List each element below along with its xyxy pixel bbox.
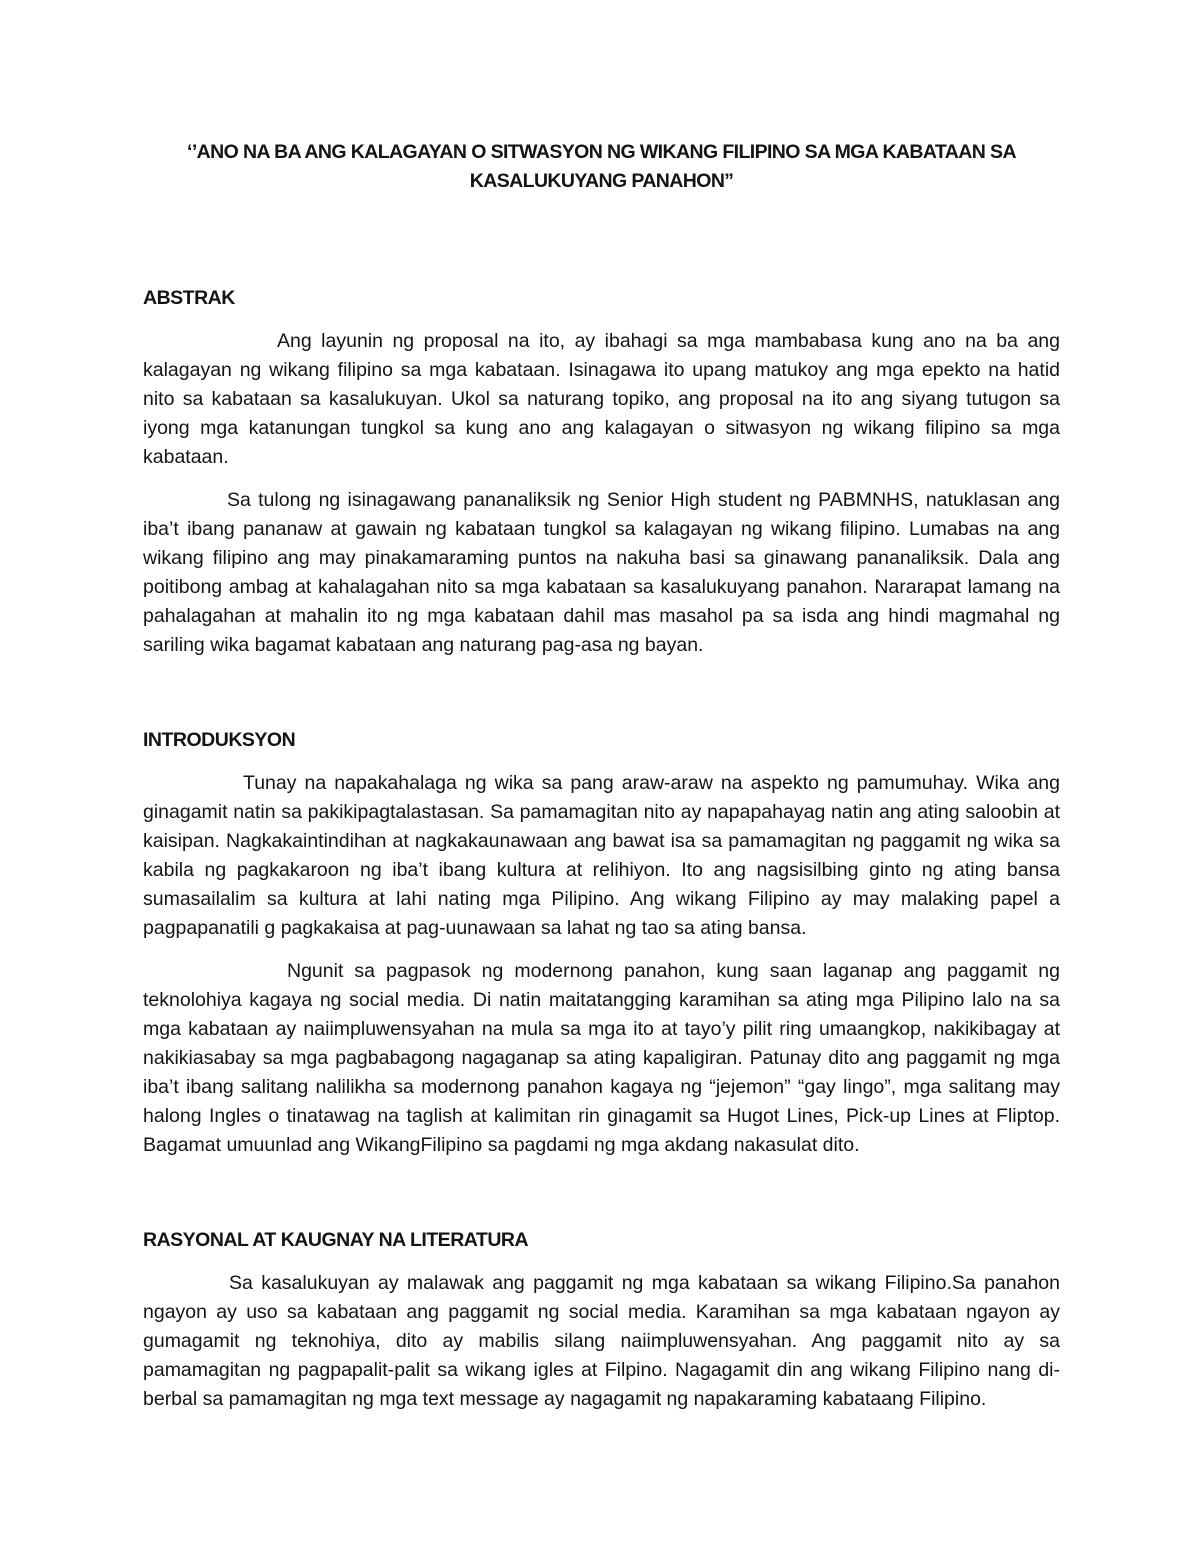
document-page bbox=[143, 138, 1060, 1414]
rasyonal-paragraph-1: Sa kasalukuyan ay malawak ang paggamit ng mga kabataan sa wikang Filipino.Sa panahon ngayon ay uso sa kabataan ang paggamit ng social media. Karamihan sa mga kabataan ngayon ay gumagamit ng teknohiya, dito ay mabilis silang naiimpluwensyahan. Ang paggamit nito ay sa pamamagitan ng pagpapalit-palit sa wikang igles at Filpino. Nagagamit din ang wikang Filipino nang di-berbal sa pamamagitan ng mga text message ay nagagamit ng napakaraming kabataang Filipino. bbox=[143, 1272, 1060, 1410]
abstrak-paragraph-2: Sa tulong ng isinagawang pananaliksik ng Senior High student ng PABMNHS, natuklasan ang iba’t ibang pananaw at gawain ng kabataan tungkol sa kalagayan ng wikang filipino. Lumabas na ang wikang filipino ang may pinakamaraming puntos na nakuha basi sa ginawang pananaliksik. Dala ang poitibong ambag at kahalagahan nito sa mga kabataan sa kasalukuyang panahon. Nararapat lamang na pahalagahan at mahalin ito ng mga kabataan dahil mas masahol pa sa isda ang hindi magmahal ng sariling wika bagamat kabataan ang naturang pag-asa ng bayan. bbox=[143, 489, 1060, 656]
abstrak-paragraph-1: Ang layunin ng proposal na ito, ay ibahagi sa mga mambabasa kung ano na ba ang kalagayan ng wikang filipino sa mga kabataan. Isinagawa ito upang matukoy ang mga epekto na hatid nito sa kabataan sa kasalukuyan. Ukol sa naturang topiko, ang proposal na ito ang siyang tutugon sa iyong mga katanungan tungkol sa kung ano ang kalagayan o sitwasyon ng wikang filipino sa mga kabataan. bbox=[143, 330, 1060, 468]
section-heading-introduksyon: INTRODUKSYON bbox=[143, 729, 296, 751]
introduksyon-paragraph-2: Ngunit sa pagpasok ng modernong panahon, kung saan laganap ang paggamit ng teknolohiya kagaya ng social media. Di natin maitatangging karamihan sa ating mga Pilipino lalo na sa mga kabataan ay naiimpluwensyahan na mula sa mga ito at tayo’y pilit ring umaangkop, nakikibagay at nakikiasabay sa mga pagbabagong nagaganap sa ating kapaligiran. Patunay dito ang paggamit ng mga iba’t ibang salitang nalilikha sa modernong panahon kagaya ng “jejemon” “gay lingo”, mga salitang may halong Ingles o tinatawag na taglish at kalimitan rin ginagamit sa Hugot Lines, Pick-up Lines at Fliptop. Bagamat umuunlad ang WikangFilipino sa pagdami ng mga akdang nakasulat dito. bbox=[143, 960, 1060, 1156]
section-heading-abstrak: ABSTRAK bbox=[143, 287, 235, 309]
introduksyon-paragraph-1: Tunay na napakahalaga ng wika sa pang araw-araw na aspekto ng pamumuhay. Wika ang ginagamit natin sa pakikipagtalastasan. Sa pamamagitan nito ay napapahayag natin ang ating saloobin at kaisipan. Nagkakaintindihan at nagkakaunawaan ang bawat isa sa pamamagitan ng paggamit ng wika sa kabila ng pagkakaroon ng iba’t ibang kultura at relihiyon. Ito ang nagsisilbing ginto ng ating bansa sumasailalim sa kultura at lahi nating mga Pilipino. Ang wikang Filipino ay may malaking papel a pagpapanatili g pagkakaisa at pag-uunawaan sa lahat ng tao sa ating bansa. bbox=[143, 772, 1060, 939]
document-title: ‘’ANO NA BA ANG KALAGAYAN O SITWASYON NG WIKANG FILIPINO SA MGA KABATAAN SA KASALUKUYANG PANAHON’’ bbox=[187, 141, 1016, 192]
section-heading-rasyonal: RASYONAL AT KAUGNAY NA LITERATURA bbox=[143, 1229, 529, 1251]
